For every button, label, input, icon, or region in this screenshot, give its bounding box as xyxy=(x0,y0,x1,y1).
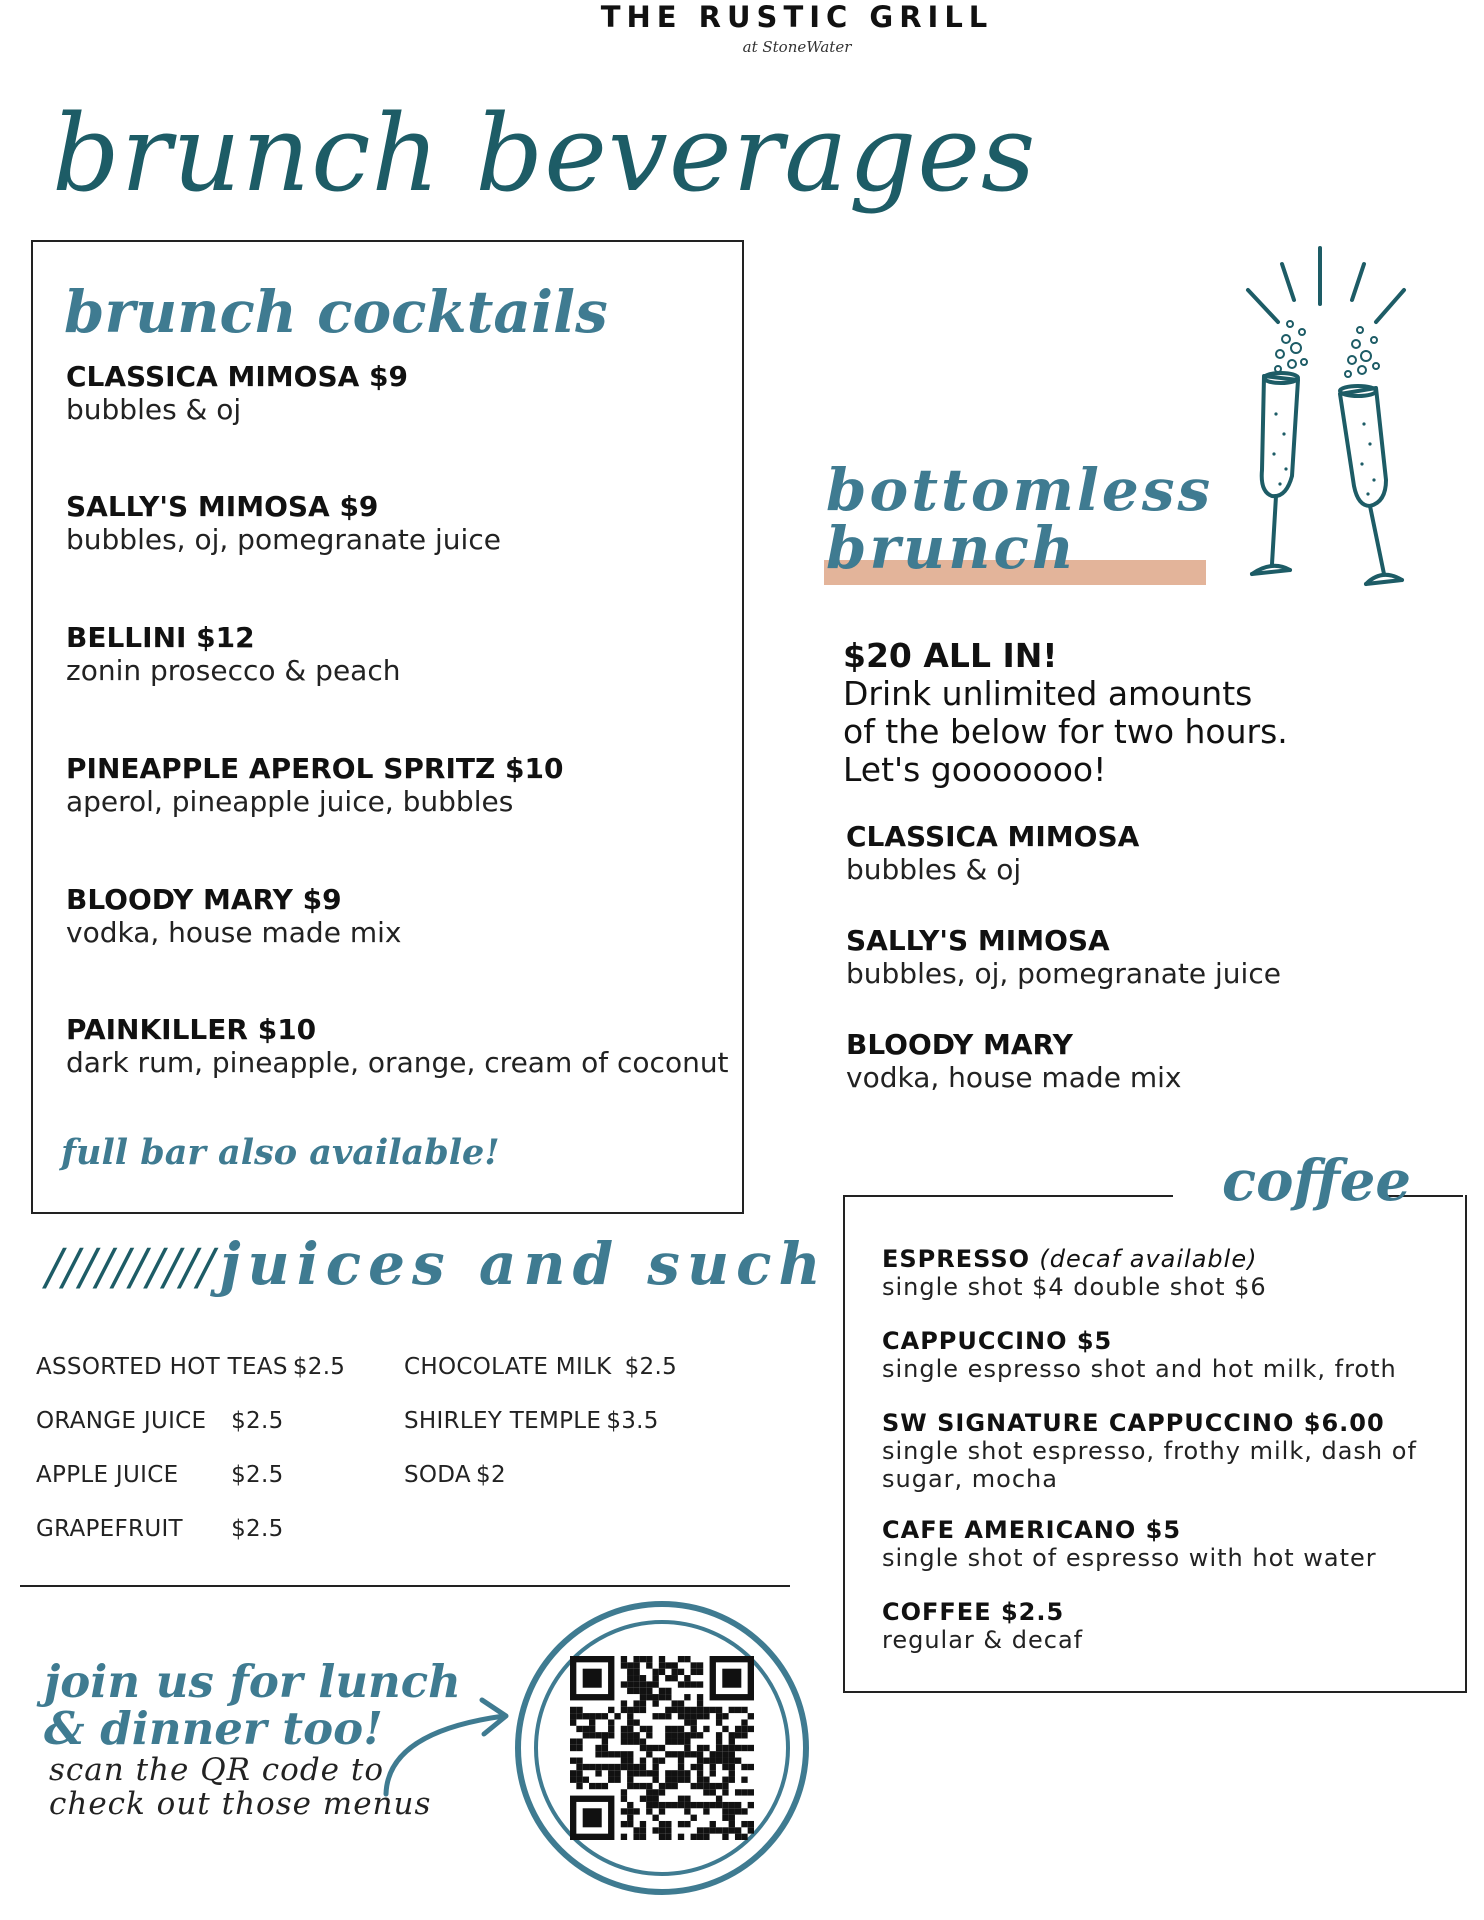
bottomless-item-name: SALLY'S MIMOSA xyxy=(846,924,1110,957)
curved-arrow-icon xyxy=(378,1692,518,1802)
bottomless-item xyxy=(846,924,1281,990)
full-bar-note: full bar also available! xyxy=(61,1132,500,1173)
juice-name: ORANGE JUICE xyxy=(36,1408,207,1434)
bottomless-heading-line2: brunch xyxy=(826,514,1077,582)
bottomless-body-line: Drink unlimited amounts xyxy=(843,674,1253,713)
cocktail-desc: vodka, house made mix xyxy=(66,916,402,949)
brand-subtitle: at StoneWater xyxy=(742,38,852,56)
bottomless-heading-line1: bottomless xyxy=(826,456,1214,524)
juice-item xyxy=(36,1516,284,1542)
bottomless-item-desc: bubbles & oj xyxy=(846,853,1022,886)
bottomless-body-line: of the below for two hours. xyxy=(843,712,1288,751)
coffee-item xyxy=(882,1327,1397,1383)
cocktail-desc: aperol, pineapple juice, bubbles xyxy=(66,785,514,818)
cocktail-name: CLASSICA MIMOSA $9 xyxy=(66,360,409,393)
coffee-name: ESPRESSO xyxy=(882,1245,1031,1273)
juice-price: $2 xyxy=(476,1462,506,1488)
cocktail-item xyxy=(66,883,401,949)
bottomless-price: $20 ALL IN! xyxy=(843,636,1058,675)
cocktail-name: BELLINI $12 xyxy=(66,621,255,654)
qr-code-icon[interactable] xyxy=(512,1598,812,1898)
coffee-name: SW SIGNATURE CAPPUCCINO $6.00 xyxy=(882,1409,1385,1437)
coffee-desc: single shot espresso, frothy milk, dash of xyxy=(882,1437,1417,1465)
coffee-desc: sugar, mocha xyxy=(882,1465,1058,1493)
coffee-name: CAPPUCCINO $5 xyxy=(882,1327,1113,1355)
coffee-desc: regular & decaf xyxy=(882,1626,1084,1654)
juice-price: $3.5 xyxy=(606,1408,659,1434)
coffee-heading: coffee xyxy=(1222,1148,1412,1214)
juice-price: $2.5 xyxy=(624,1354,678,1380)
bottomless-intro xyxy=(843,637,1288,789)
coffee-box-top-left xyxy=(843,1195,1173,1197)
juice-name: APPLE JUICE xyxy=(36,1462,179,1488)
bottomless-item-desc: vodka, house made mix xyxy=(846,1061,1182,1094)
cocktail-item xyxy=(66,1013,729,1079)
juice-name: CHOCOLATE MILK xyxy=(404,1354,612,1380)
cocktail-item xyxy=(66,752,563,818)
cocktail-item xyxy=(66,621,400,687)
coffee-note: (decaf available) xyxy=(1039,1245,1258,1273)
cocktail-name: PAINKILLER $10 xyxy=(66,1013,317,1046)
bottomless-item-name: BLOODY MARY xyxy=(846,1028,1073,1061)
juice-item xyxy=(404,1462,506,1488)
juice-name: ASSORTED HOT TEAS xyxy=(36,1354,288,1380)
cocktail-item xyxy=(66,490,501,556)
coffee-name-row xyxy=(882,1245,1267,1273)
cocktail-desc: dark rum, pineapple, orange, cream of coconut xyxy=(66,1046,729,1079)
promo-sub2: check out those menus xyxy=(49,1786,432,1822)
cocktail-name: BLOODY MARY $9 xyxy=(66,883,342,916)
juice-price: $2.5 xyxy=(231,1516,284,1542)
bottomless-item xyxy=(846,1028,1181,1094)
juice-name: SODA xyxy=(404,1462,471,1488)
coffee-item xyxy=(882,1598,1083,1654)
cocktail-name: PINEAPPLE APEROL SPRITZ $10 xyxy=(66,752,564,785)
cocktail-desc: bubbles & oj xyxy=(66,393,242,426)
juice-price: $2.5 xyxy=(292,1354,346,1380)
bottomless-body-line: Let's gooooooo! xyxy=(843,750,1107,789)
promo-line1: join us for lunch xyxy=(44,1655,461,1708)
juice-item xyxy=(36,1408,284,1434)
juices-slashes: ////////// xyxy=(46,1238,215,1296)
juice-item xyxy=(36,1462,284,1488)
juice-name: GRAPEFRUIT xyxy=(36,1516,183,1542)
cocktail-item xyxy=(66,360,408,426)
page-title: brunch beverages xyxy=(52,92,1037,215)
cocktail-desc: zonin prosecco & peach xyxy=(66,654,401,687)
juice-item xyxy=(36,1354,345,1380)
coffee-name: COFFEE $2.5 xyxy=(882,1598,1065,1626)
coffee-item xyxy=(882,1516,1377,1572)
coffee-desc: single espresso shot and hot milk, froth xyxy=(882,1355,1397,1383)
coffee-name: CAFE AMERICANO $5 xyxy=(882,1516,1182,1544)
juice-price: $2.5 xyxy=(231,1462,284,1488)
cocktails-heading: brunch cocktails xyxy=(64,278,608,346)
coffee-desc: single shot of espresso with hot water xyxy=(882,1544,1377,1572)
cocktail-name: SALLY'S MIMOSA $9 xyxy=(66,490,379,523)
juice-item xyxy=(404,1408,659,1434)
juice-price: $2.5 xyxy=(231,1408,284,1434)
juices-heading: juices and such xyxy=(219,1230,828,1298)
juice-name: SHIRLEY TEMPLE xyxy=(404,1408,602,1434)
coffee-item xyxy=(882,1409,1417,1493)
coffee-item xyxy=(882,1245,1267,1301)
juice-item xyxy=(404,1354,677,1380)
bottomless-item-desc: bubbles, oj, pomegranate juice xyxy=(846,957,1281,990)
bottomless-item xyxy=(846,820,1139,886)
champagne-glasses-icon xyxy=(1236,244,1416,594)
promo-line2: & dinner too! xyxy=(44,1702,383,1755)
promo-sub1: scan the QR code to xyxy=(49,1752,384,1788)
juices-heading-row xyxy=(46,1230,828,1298)
brand-name: THE RUSTIC GRILL xyxy=(600,0,994,34)
cocktail-desc: bubbles, oj, pomegranate juice xyxy=(66,523,501,556)
bottomless-item-name: CLASSICA MIMOSA xyxy=(846,820,1140,853)
section-divider xyxy=(20,1585,790,1587)
coffee-desc: single shot $4 double shot $6 xyxy=(882,1273,1267,1301)
